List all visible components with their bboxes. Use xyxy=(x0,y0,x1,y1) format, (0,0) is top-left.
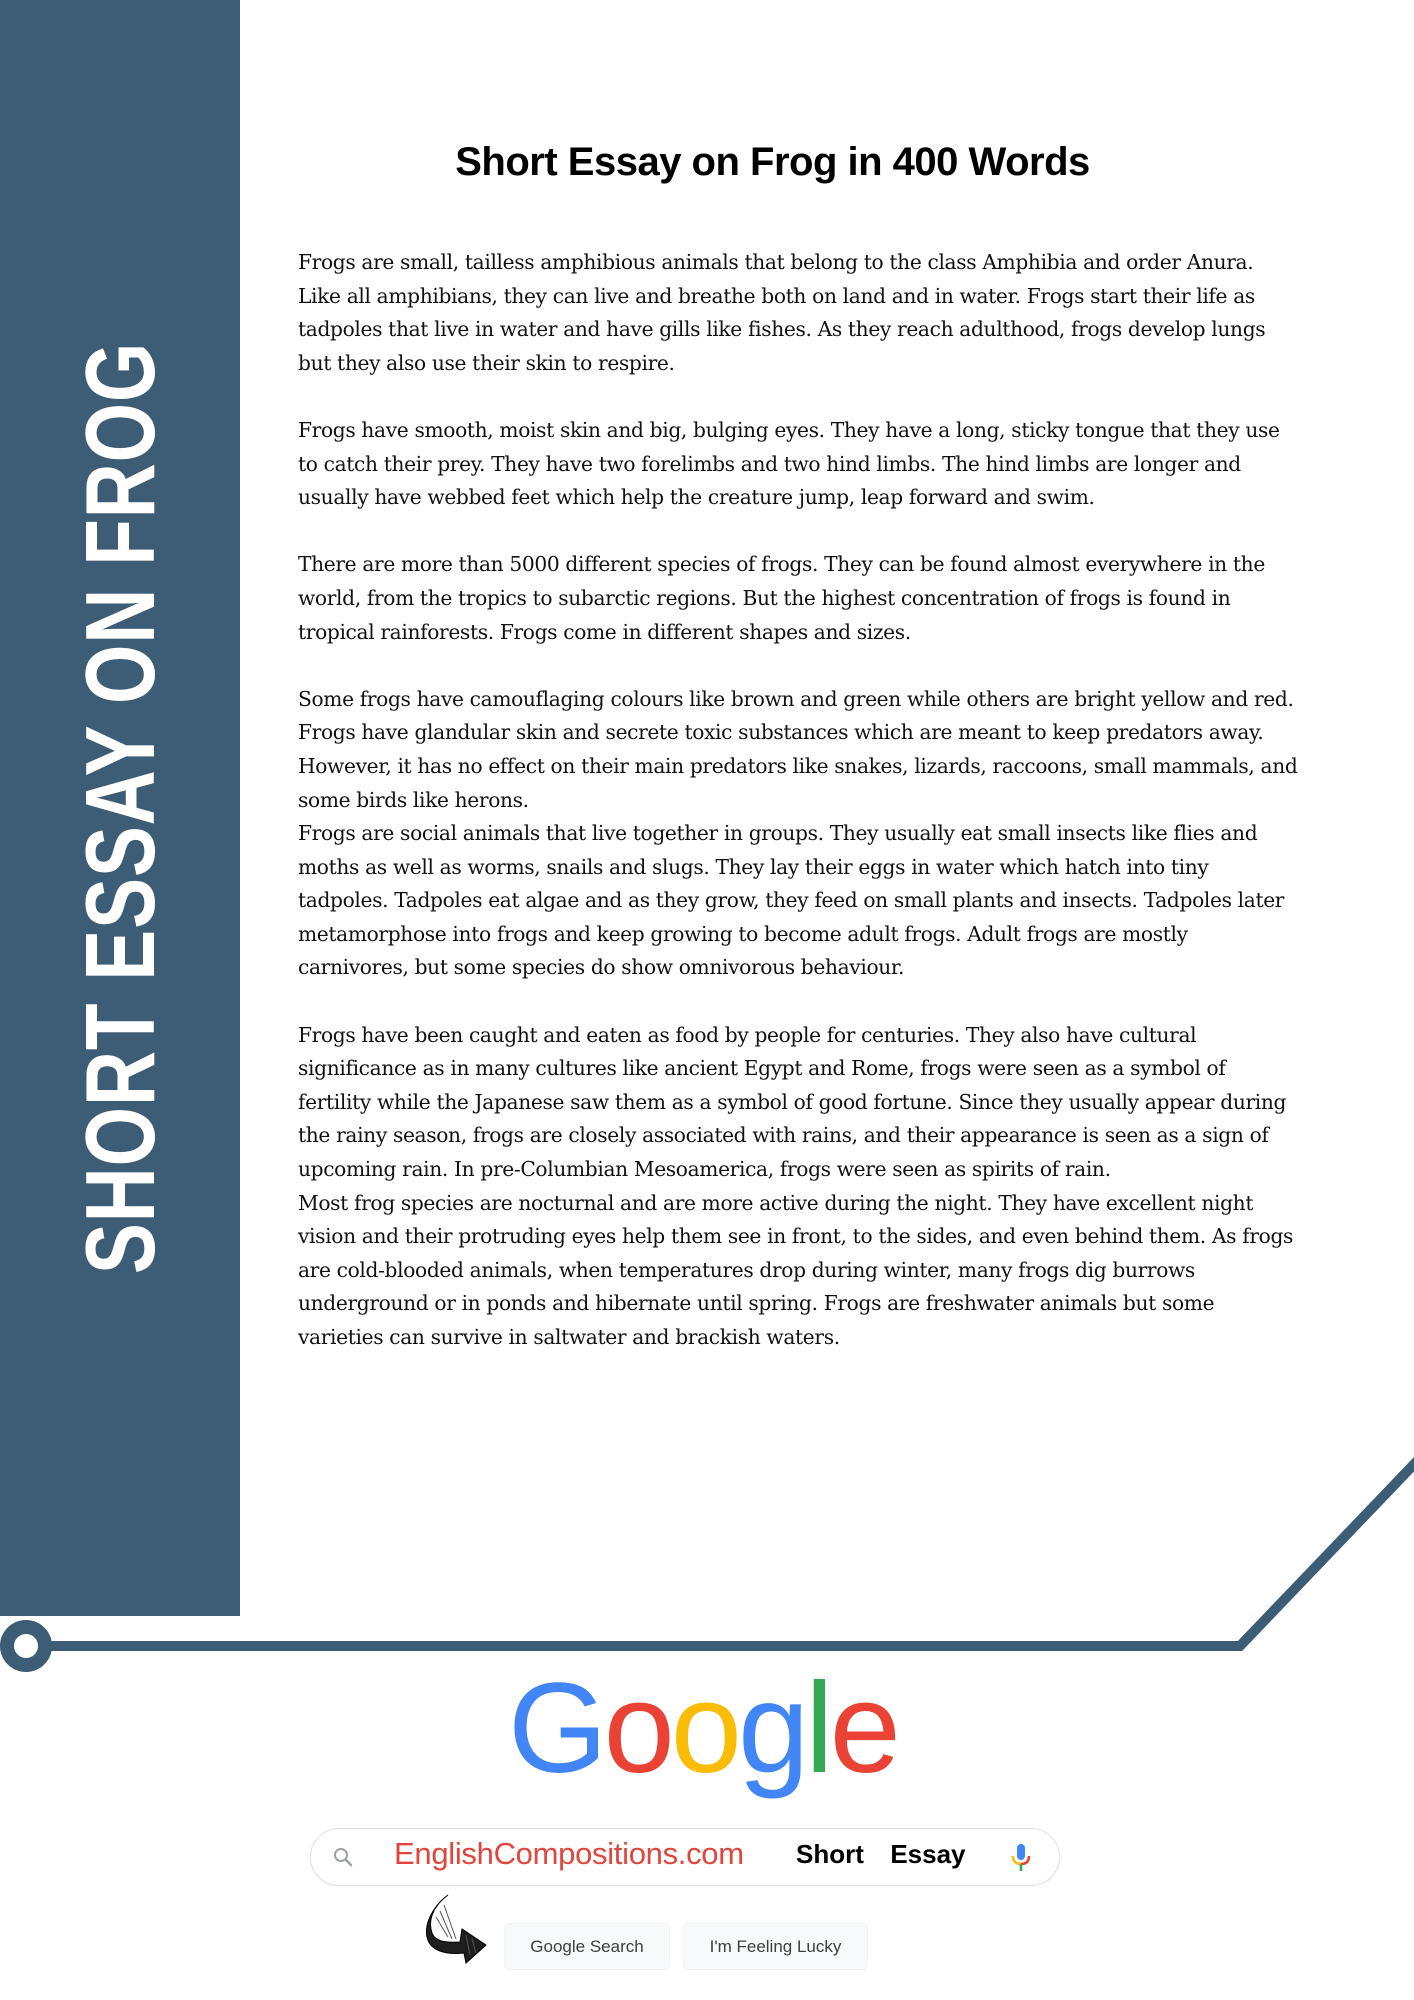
essay-paragraph-2: Frogs have smooth, moist skin and big, bulging eyes. They have a long, sticky tongue that they use to catch their prey. They have two forelimbs and two hind limbs. The hind limbs are longer and usually have webbed feet which help the creature jump, leap forward and swim. xyxy=(298,417,1280,510)
logo-letter: G xyxy=(508,1657,604,1800)
logo-letter: l xyxy=(805,1657,830,1800)
google-logo xyxy=(508,1657,897,1800)
feeling-lucky-button[interactable]: I'm Feeling Lucky xyxy=(683,1923,868,1970)
search-site-text: EnglishCompositions.com xyxy=(394,1836,744,1871)
essay-paragraph-7: Most frog species are nocturnal and are more active during the night. They have excellent night vision and their protruding eyes help them see in front, to the sides, and even behind them. As frogs are cold-blooded animals, when temperatures drop during winter, many frogs dig burrows underground or in ponds and hibernate until spring. Frogs are freshwater animals but some varieties can survive in saltwater and brackish waters. xyxy=(298,1190,1294,1349)
logo-letter: g xyxy=(737,1657,806,1800)
essay-paragraph-6: Frogs have been caught and eaten as food by people for centuries. They also have cultural significance as in many cultures like ancient Egypt and Rome, frogs were seen as a symbol of fertility while the Japanese saw them as a symbol of good fortune. Since they usually appear during the rainy season, frogs are closely associated with rains, and their appearance is seen as a sign of upcoming rain. In pre-Columbian Mesoamerica, frogs were seen as spirits of rain. xyxy=(298,1022,1287,1182)
logo-letter: o xyxy=(670,1657,738,1800)
search-icon xyxy=(331,1845,355,1869)
sidebar-title-text: SHORT ESSAY ON FROG xyxy=(65,341,175,1275)
essay-paragraph-5: Frogs are social animals that live together in groups. They usually eat small insects like flies and moths as well as worms, snails and slugs. They lay their eggs in water which hatch into tiny tadpoles. Tadpoles eat algae and as they grow, they feed on small plants and insects. Tadpoles later metamorphose into frogs and keep growing to become adult frogs. Adult frogs are mostly carnivores, but some species do show omnivorous behaviour. xyxy=(298,821,1285,980)
search-input[interactable] xyxy=(310,1828,1060,1886)
mic-icon[interactable] xyxy=(1010,1843,1032,1873)
essay-paragraph-4: Some frogs have camouflaging colours like brown and green while others are bright yellow and red. Frogs have glandular skin and secrete toxic substances which are meant to keep predators away. However, it has no effect on their main predators like snakes, lizards, raccoons, small mammals, and some birds like herons. xyxy=(298,686,1298,812)
search-query-text: Short Essay xyxy=(796,1839,966,1869)
google-search-button[interactable]: Google Search xyxy=(504,1923,670,1970)
essay-paragraph-1: Frogs are small, tailless amphibious animals that belong to the class Amphibia and order Anura. Like all amphibians, they can live and breathe both on land and in water. Frogs start their life as tadpoles that live in water and have gills like fishes. As they reach adulthood, frogs develop lungs but they also use their skin to respire. xyxy=(298,250,1266,375)
logo-letter: e xyxy=(829,1657,897,1800)
essay-paragraph-3: There are more than 5000 different species of frogs. They can be found almost everywhere in the world, from the tropics to subarctic regions. But the highest concentration of frogs is found in tropical rainforests. Frogs come in different shapes and sizes. xyxy=(298,552,1265,644)
connector-line xyxy=(45,1458,1414,1646)
logo-letter: o xyxy=(603,1657,671,1800)
circle-node-icon xyxy=(7,1627,45,1665)
curved-arrow-icon xyxy=(426,1893,494,1965)
page-title: Short Essay on Frog in 400 Words xyxy=(455,140,1090,184)
